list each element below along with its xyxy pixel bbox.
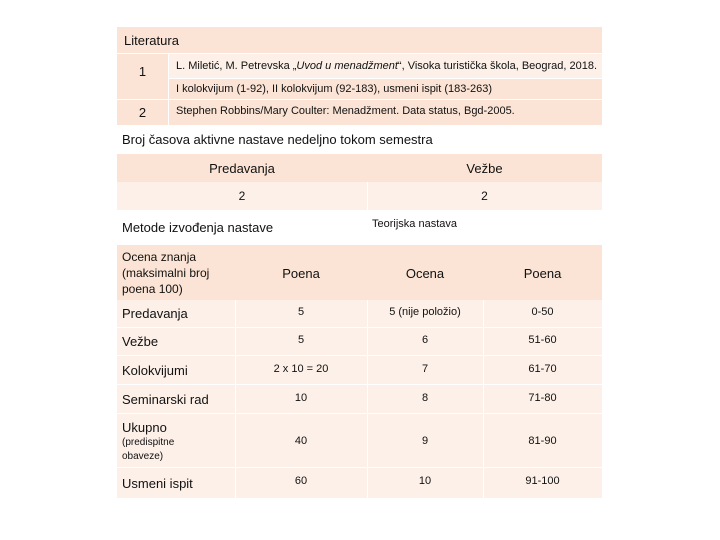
literature-row-num: 2 — [138, 105, 147, 120]
table-cell-points: 5 — [297, 334, 305, 346]
methods-label: Metode izvođenja nastave — [122, 219, 274, 235]
hours-exercises-value: 2 — [481, 189, 488, 203]
hours-exercises-label: Vežbe — [466, 160, 503, 176]
table-row: Kolokvijumi — [122, 362, 188, 378]
literature-header-label: Literatura — [124, 32, 179, 48]
methods-value: Teorijska nastava — [372, 218, 457, 230]
table-cell-points: 40 — [294, 434, 308, 447]
table-cell-points: 2 x 10 = 20 — [273, 362, 329, 375]
table-cell-range: 61-70 — [528, 362, 557, 375]
literature-row-num: 1 — [138, 63, 147, 79]
table-cell-grade: 9 — [421, 434, 429, 447]
table-cell-points: 60 — [294, 475, 308, 487]
table-row: Vežbe — [122, 334, 159, 349]
table-row: Seminarski rad — [122, 391, 209, 407]
table-cell-grade: 8 — [421, 391, 429, 404]
literature-row-text: Stephen Robbins/Mary Coulter: Menadžment. Data status, Bgd-2005. — [176, 105, 515, 117]
literature-row-text: I kolokvijum (1-92), II kolokvijum (92-183), usmeni ispit (183-263) — [176, 83, 493, 95]
literature-header — [124, 27, 424, 53]
grading-header-col2: Poena — [282, 265, 320, 281]
table-cell-range: 51-60 — [528, 334, 557, 346]
table-row: Predavanja — [122, 306, 188, 321]
row-sublabel: (predispitne obaveze) — [122, 437, 175, 462]
hours-title: Broj časova aktivne nastave nedeljno tokom semestra — [122, 131, 433, 147]
table-cell-grade: 6 — [421, 334, 429, 346]
table-row — [122, 420, 234, 466]
table-cell-grade: 10 — [418, 475, 432, 487]
table-row: Usmeni ispit — [122, 475, 193, 491]
row-label: Ukupno — [122, 420, 167, 435]
table-cell-range: 91-100 — [525, 475, 560, 487]
grading-header-col1: Ocena znanja (maksimalni broj poena 100) — [122, 250, 210, 296]
grading-header-col3: Ocena — [405, 265, 445, 281]
table-cell-points: 5 — [297, 306, 305, 318]
literature-row-text: L. Miletić, M. Petrevska „Uvod u menadžment“, Visoka turistička škola, Beograd, 2018. — [176, 60, 598, 72]
table-cell-range: 81-90 — [528, 434, 557, 447]
table-cell-grade: 7 — [421, 362, 429, 375]
grading-header-col4: Poena — [523, 265, 562, 281]
table-cell-range: 0-50 — [531, 306, 554, 318]
table-cell-grade: 5 (nije položio) — [389, 306, 461, 318]
hours-lectures-value: 2 — [238, 189, 246, 203]
table-cell-range: 71-80 — [528, 391, 557, 404]
hours-lectures-label: Predavanja — [209, 160, 275, 176]
table-cell-points: 10 — [294, 391, 308, 404]
